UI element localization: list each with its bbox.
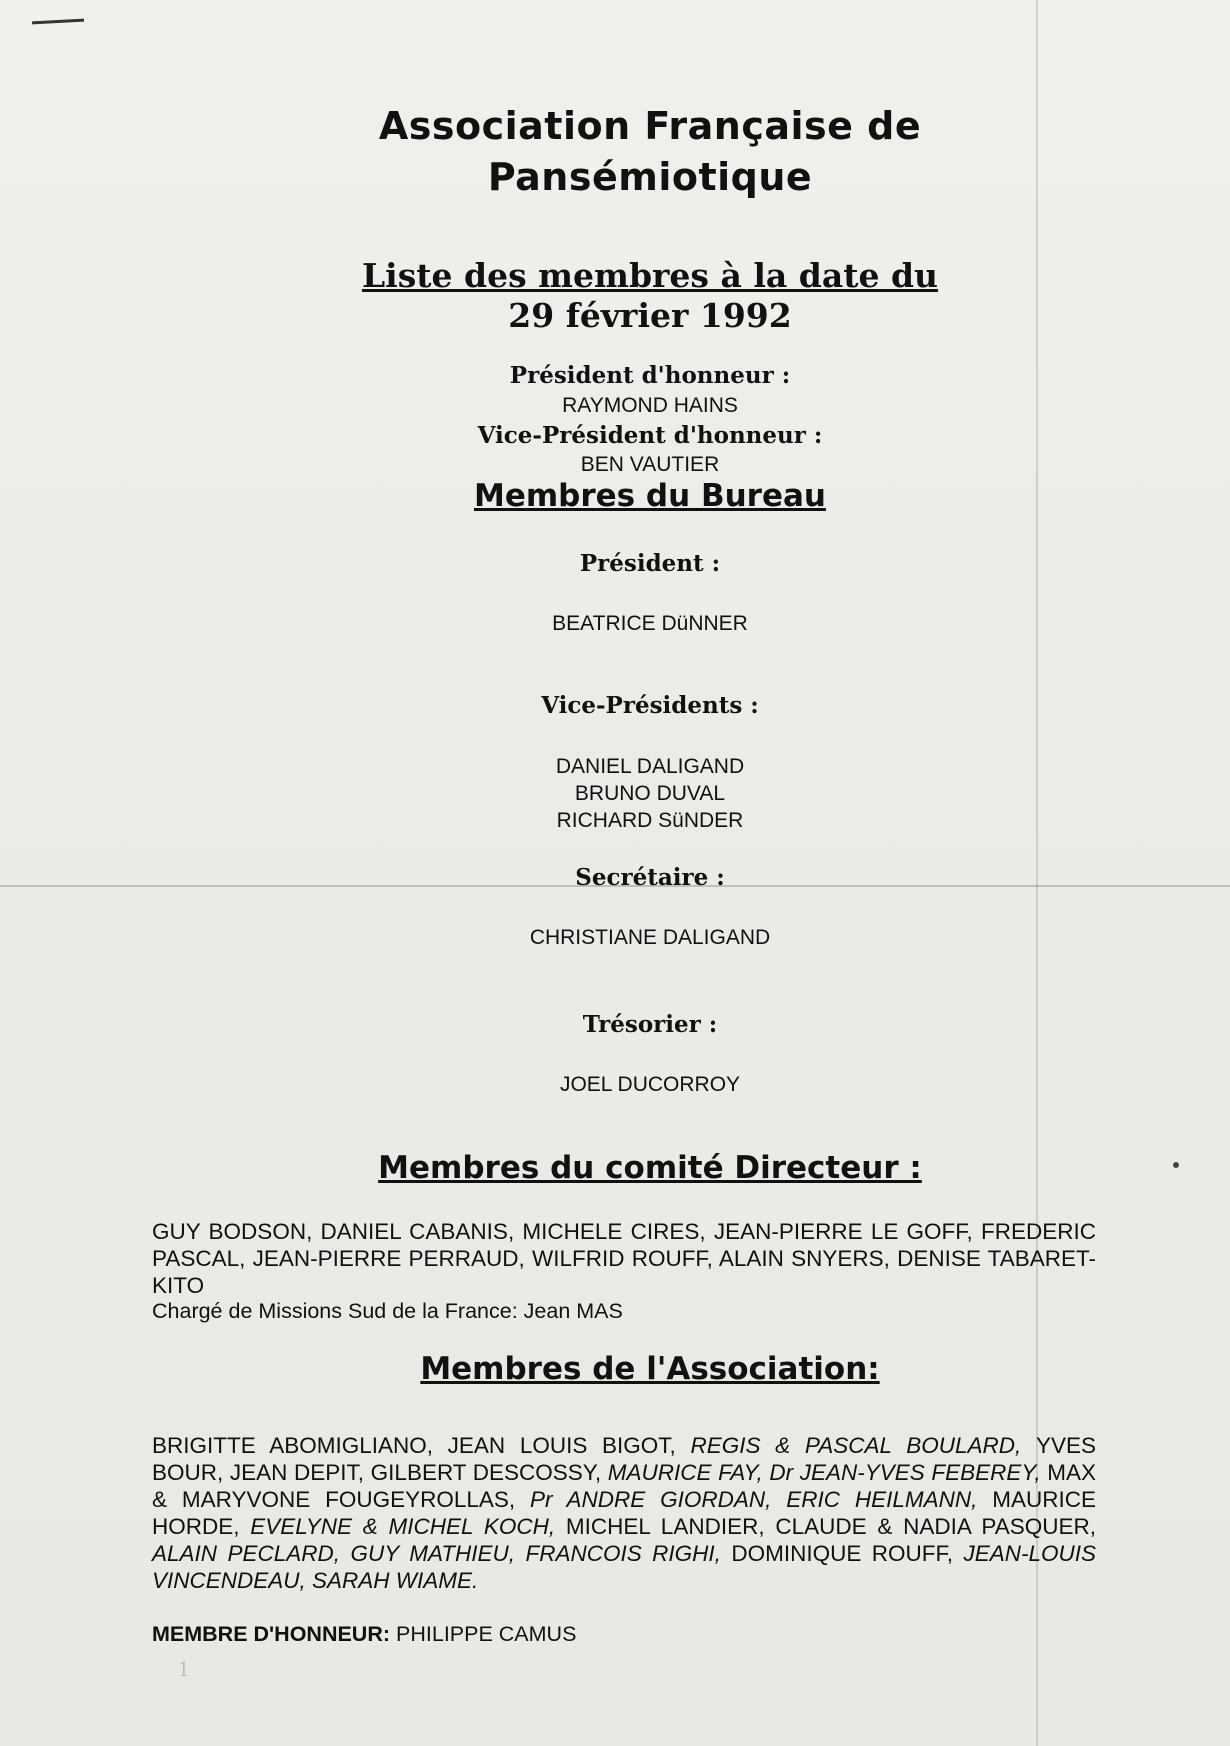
president-honneur-label: Président d'honneur :	[509, 362, 791, 389]
association-member: BRIGITTE ABOMIGLIANO,	[152, 1433, 448, 1458]
association-member: JEAN LOUIS BIGOT,	[447, 1433, 691, 1458]
vice-president-name: DANIEL DALIGAND	[555, 755, 745, 778]
president-honneur-name: RAYMOND HAINS	[562, 394, 738, 417]
tresorier-label: Trésorier :	[582, 1011, 718, 1038]
membre-honneur-name: PHILIPPE CAMUS	[396, 1622, 577, 1646]
vice-president-name: RICHARD SüNDER	[556, 809, 744, 832]
comite-heading: Membres du comité Directeur :	[378, 1150, 922, 1186]
vice-president-honneur-name: BEN VAUTIER	[580, 453, 720, 476]
association-title-line1: Association Française de	[378, 104, 922, 148]
page-number: 1	[178, 1656, 189, 1681]
association-members	[152, 1432, 1096, 1594]
association-member: FRANCOIS RIGHI,	[525, 1541, 732, 1566]
association-member: GILBERT DESCOSSY,	[370, 1460, 608, 1485]
association-member: GUY MATHIEU,	[350, 1541, 526, 1566]
president-name: BEATRICE DüNNER	[552, 612, 748, 635]
comite-members: GUY BODSON, DANIEL CABANIS, MICHELE CIRES, JEAN-PIERRE LE GOFF, FREDERIC PASCAL, JEAN-PIERRE PERRAUD, WILFRID ROUFF, ALAIN SNYERS, DENISE TABARET-KITO	[152, 1219, 1096, 1298]
membre-honneur	[152, 1622, 576, 1647]
association-heading: Membres de l'Association:	[420, 1351, 880, 1387]
vice-presidents-label: Vice-Présidents :	[541, 692, 759, 719]
charge-missions: Chargé de Missions Sud de la France: Jean MAS	[152, 1299, 623, 1323]
association-title-line2: Pansémiotique	[487, 155, 813, 199]
vice-president-honneur-label: Vice-Président d'honneur :	[477, 422, 823, 449]
association-member: MICHEL LANDIER,	[565, 1514, 776, 1539]
association-member: JEAN DEPIT,	[229, 1460, 371, 1485]
association-member: ERIC HEILMANN,	[786, 1487, 993, 1512]
association-member: Pr ANDRE GIORDAN,	[529, 1487, 787, 1512]
secretaire-name: CHRISTIANE DALIGAND	[529, 926, 771, 949]
association-member: JEAN-LOUIS VINCENDEAU,	[152, 1541, 1096, 1593]
president-label: Président :	[579, 550, 721, 577]
association-member: YVES BOUR,	[152, 1433, 1096, 1485]
association-member: MAURICE HORDE,	[152, 1487, 1096, 1539]
association-member: Dr JEAN-YVES FEBEREY,	[769, 1460, 1048, 1485]
list-date: 29 février 1992	[508, 296, 792, 335]
association-member: ALAIN PECLARD,	[152, 1541, 351, 1566]
association-member: EVELYNE & MICHEL KOCH,	[250, 1514, 566, 1539]
vice-president-name: BRUNO DUVAL	[574, 782, 726, 805]
pen-mark	[32, 19, 84, 25]
association-member: CLAUDE & NADIA PASQUER,	[775, 1514, 1097, 1539]
association-member: MAURICE FAY,	[607, 1460, 770, 1485]
tresorier-name: JOEL DUCORROY	[559, 1073, 741, 1096]
association-member: REGIS & PASCAL BOULARD,	[690, 1433, 1036, 1458]
association-member: SARAH WIAME.	[312, 1568, 479, 1593]
membre-honneur-label: MEMBRE D'HONNEUR:	[152, 1622, 391, 1646]
association-member: MAX & MARYVONE FOUGEYROLLAS,	[152, 1460, 1096, 1512]
secretaire-label: Secrétaire :	[575, 864, 725, 891]
association-member: DOMINIQUE ROUFF,	[731, 1541, 964, 1566]
bureau-heading: Membres du Bureau	[474, 478, 826, 514]
list-title: Liste des membres à la date du	[361, 256, 939, 295]
